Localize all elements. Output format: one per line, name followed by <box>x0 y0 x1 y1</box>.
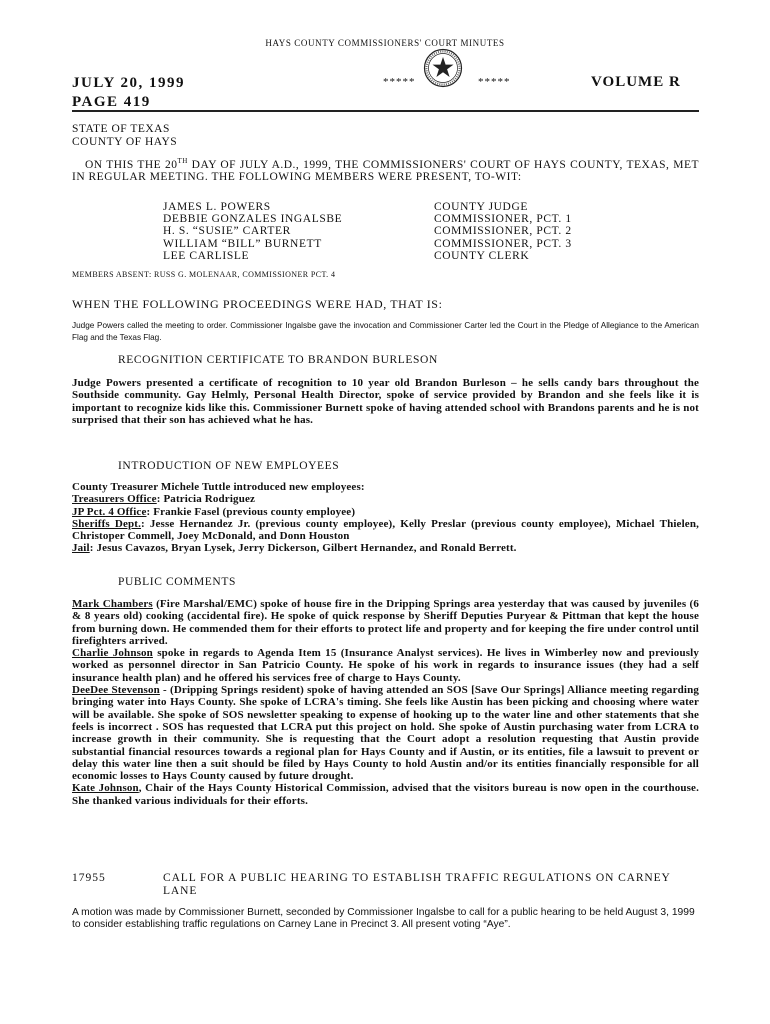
members-absent: MEMBERS ABSENT: RUSS G. MOLENAAR, COMMISSIONER PCT. 4 <box>72 270 336 279</box>
member-name: WILLIAM “BILL” BURNETT <box>163 237 322 250</box>
office-separator: : <box>156 493 164 506</box>
public-comments-block <box>72 598 699 807</box>
speaker-name: Charlie Johnson <box>72 647 153 660</box>
volume-label: VOLUME R <box>591 74 681 90</box>
office-name: Treasurers Office <box>72 493 157 506</box>
stars-left: ***** <box>383 76 416 88</box>
employee-entry <box>72 506 699 518</box>
office-separator: : <box>89 542 97 555</box>
employee-names: Jesse Hernandez Jr. (previous county employee), Kelly Preslar (previous county employee), Michael Thielen, Christoper Commell, Joey McDonald, and Donn Houston <box>72 517 700 543</box>
new-employees-heading: INTRODUCTION OF NEW EMPLOYEES <box>118 460 340 472</box>
date-page-block <box>72 74 185 112</box>
employee-entry <box>72 542 699 554</box>
office-name: Sheriffs Dept. <box>72 517 142 530</box>
member-title: COUNTY CLERK <box>434 249 530 262</box>
meeting-date: JULY 20, 1999 <box>72 75 185 91</box>
member-row <box>163 238 572 250</box>
recognition-paragraph: Judge Powers presented a certificate of recognition to 10 year old Brandon Burleson – he sells candy bars throughout the Southside community. Gay Helmly, Personal Health Director, spoke of service provided by Brandon and she feels like it is important to recognize kids like this. Commissioner Burnett spoke of having attended school with Brandons parents and he is not surprised that their son has achieved what he has. <box>72 377 699 426</box>
public-comments-heading: PUBLIC COMMENTS <box>118 576 236 588</box>
member-title: COMMISSIONER, PCT. 1 <box>434 213 572 226</box>
member-title: COMMISSIONER, PCT. 3 <box>434 237 572 250</box>
office-name: Jail <box>72 542 90 555</box>
ordinal-suffix: TH <box>177 157 188 165</box>
member-row <box>163 250 572 262</box>
speaker-name: Mark Chambers <box>72 598 153 610</box>
call-to-order-paragraph: Judge Powers called the meeting to order. Commissioner Ingalsbe gave the invocation and Commissioner Carter led the Court in the Pledge of Allegiance to the American Flag and the Texas Flag. <box>72 321 699 342</box>
item-motion: A motion was made by Commissioner Burnett, seconded by Commissioner Ingalsbe to call for a public hearing to be held August 3, 1999 to consider establishing traffic regulations on Carney Lane in Precinct 3. All present voting “Aye”. <box>72 907 695 930</box>
stars-right: ***** <box>478 76 511 88</box>
document-header-title: HAYS COUNTY COMMISSIONERS' COURT MINUTES <box>265 38 505 48</box>
member-name: LEE CARLISLE <box>163 249 250 262</box>
member-name: DEBBIE GONZALES INGALSBE <box>163 213 343 226</box>
comment-entry <box>72 647 699 684</box>
comment-entry <box>72 598 699 647</box>
item-number: 17955 <box>72 872 106 884</box>
header-divider <box>72 110 699 112</box>
new-employees-intro: County Treasurer Michele Tuttle introduced new employees: <box>72 481 365 493</box>
members-present-list <box>163 201 572 262</box>
employee-entry <box>72 493 699 505</box>
office-separator: : <box>146 505 154 518</box>
speaker-name: DeeDee Stevenson <box>72 684 160 697</box>
member-title: COUNTY JUDGE <box>434 201 528 213</box>
opening-statement <box>72 155 699 184</box>
employee-entry <box>72 518 699 543</box>
recognition-heading: RECOGNITION CERTIFICATE TO BRANDON BURLESON <box>118 354 438 366</box>
opening-statement-rest: DAY OF JULY A.D., 1999, THE COMMISSIONERS' COURT OF HAYS COUNTY, TEXAS, MET IN REGULAR MEETING. THE FOLLOWING MEMBERS WERE PRESENT, TO-WIT: <box>72 158 699 184</box>
member-name: H. S. “SUSIE” CARTER <box>163 225 291 238</box>
page-number: PAGE 419 <box>72 94 151 110</box>
state-line: STATE OF TEXAS <box>72 123 170 135</box>
county-line: COUNTY OF HAYS <box>72 136 178 148</box>
member-row <box>163 225 572 237</box>
county-seal-icon <box>423 48 463 88</box>
member-name: JAMES L. POWERS <box>163 201 271 213</box>
comment-text: - (Dripping Springs resident) spoke of having attended an SOS [Save Our Springs] Alliance meeting regarding bringing water into Hays County. She spoke of LCRA's timing. She feels like Austin has been picking and choosing where water will be available. She spoke of SOS newsletter speaking to expense of hooking up to the water line and other statements that she feels is incorrect . SOS has requested that LCRA put this project on hold. She spoke of Austin purchasing water from LCRA to increase growth in their community. She is requesting that the Court adopt a resolution requesting that Austin provide substantial financial resources towards a regional plan for Hays County and if Austin, or its entities, file a lawsuit to prevent or delay this water line then a suit should be filed by Hays County to hold Austin and/or its entities financially responsible for all economic losses to Hays County caused by future drought. <box>72 684 699 783</box>
member-row <box>163 201 572 213</box>
comment-entry <box>72 684 699 782</box>
member-row <box>163 213 572 225</box>
employee-names: Patricia Rodriguez <box>163 493 256 506</box>
comment-text: , Chair of the Hays County Historical Commission, advised that the visitors bureau is now open in the courthouse. She thanked various individuals for their efforts. <box>72 782 699 807</box>
employee-names: Frankie Fasel (previous county employee) <box>153 505 356 518</box>
proceedings-heading: WHEN THE FOLLOWING PROCEEDINGS WERE HAD, THAT IS: <box>72 297 443 311</box>
comment-text: (Fire Marshal/EMC) spoke of house fire in the Dripping Springs area yesterday that was caused by juveniles (6 & 8 years old) cooking (accidental fire). He spoke of quick response by Sheriff Deputies Puryear & Pittman that kept the house from burning down. He commended them for their efforts to protect life and property and for keeping the fire under control until firefighters arrived. <box>72 598 699 647</box>
item-title: CALL FOR A PUBLIC HEARING TO ESTABLISH TRAFFIC REGULATIONS ON CARNEY LANE <box>163 872 671 897</box>
office-name: JP Pct. 4 Office <box>72 505 147 518</box>
comment-entry <box>72 782 699 807</box>
member-title: COMMISSIONER, PCT. 2 <box>434 225 572 238</box>
employee-names: Jesus Cavazos, Bryan Lysek, Jerry Dickerson, Gilbert Hernandez, and Ronald Berrett. <box>96 542 517 555</box>
comment-text: spoke in regards to Agenda Item 15 (Insurance Analyst services). He lives in Wimberley now and previously worked as personnel director in San Patricio County. He spoke of his work in regards to insurance issues (they had a self insurance health plan) and he offered his services free of charge to Hays County. <box>72 647 699 684</box>
new-employees-block <box>72 481 699 555</box>
office-separator: : <box>141 517 150 530</box>
opening-statement-start: ON THIS THE 20 <box>85 158 178 171</box>
speaker-name: Kate Johnson <box>72 782 139 795</box>
